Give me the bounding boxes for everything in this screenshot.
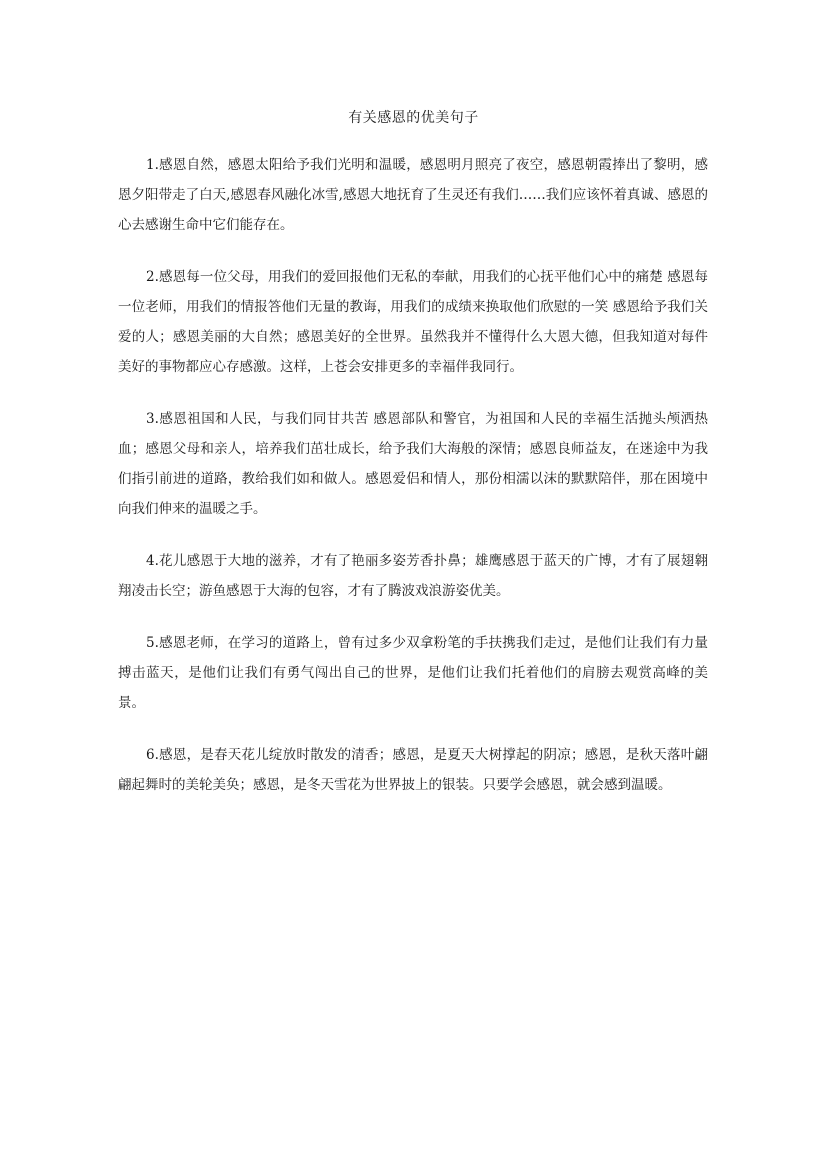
paragraph-5: 5.感恩老师，在学习的道路上，曾有过多少双拿粉笔的手扶携我们走过，是他们让我们有力量搏击蓝天，是他们让我们有勇气闯出自己的世界，是他们让我们托着他们的肩膀去观赏高峰的美景。 (118, 635, 708, 711)
paragraph-3: 3.感恩祖国和人民，与我们同甘共苦 感恩部队和警官，为祖国和人民的幸福生活抛头颅洒热血；感恩父母和亲人，培养我们茁壮成长，给予我们大海般的深情；感恩良师益友，在迷途中为我们指引前进的道路，教给我们如和做人。感恩爱侣和情人，那份相濡以沫的默默陪伴，那在困境中向我们伸来的温暖之手。 (118, 411, 708, 517)
document-title: 有关感恩的优美句子 (348, 110, 479, 126)
document-body (118, 150, 708, 822)
paragraph-2: 2.感恩每一位父母，用我们的爱回报他们无私的奉献，用我们的心抚平他们心中的痛楚 感恩每一位老师，用我们的情报答他们无量的教诲，用我们的成绩来换取他们欣慰的一笑 感恩给予我们关爱的人；感恩美丽的大自然；感恩美好的全世界。虽然我并不懂得什么大恩大德，但我知道对每件美好的事物都应心存感激。这样，上苍会安排更多的幸福伴我同行。 (118, 269, 708, 375)
paragraph-4: 4.花儿感恩于大地的滋养，才有了艳丽多姿芳香扑鼻；雄鹰感恩于蓝天的广博，才有了展翅翱翔凌击长空；游鱼感恩于大海的包容，才有了腾波戏浪游姿优美。 (118, 553, 708, 599)
paragraph-6: 6.感恩，是春天花儿绽放时散发的清香；感恩，是夏天大树撑起的阴凉；感恩，是秋天落叶翩翩起舞时的美轮美奂；感恩，是冬天雪花为世界披上的银装。只要学会感恩，就会感到温暖。 (118, 747, 708, 793)
paragraph-1: 1.感恩自然，感恩太阳给予我们光明和温暖，感恩明月照亮了夜空，感恩朝霞捧出了黎明，感恩夕阳带走了白天,感恩春风融化冰雪,感恩大地抚育了生灵还有我们……我们应该怀着真诚、感恩的心去感谢生命中它们能存在。 (118, 157, 708, 233)
